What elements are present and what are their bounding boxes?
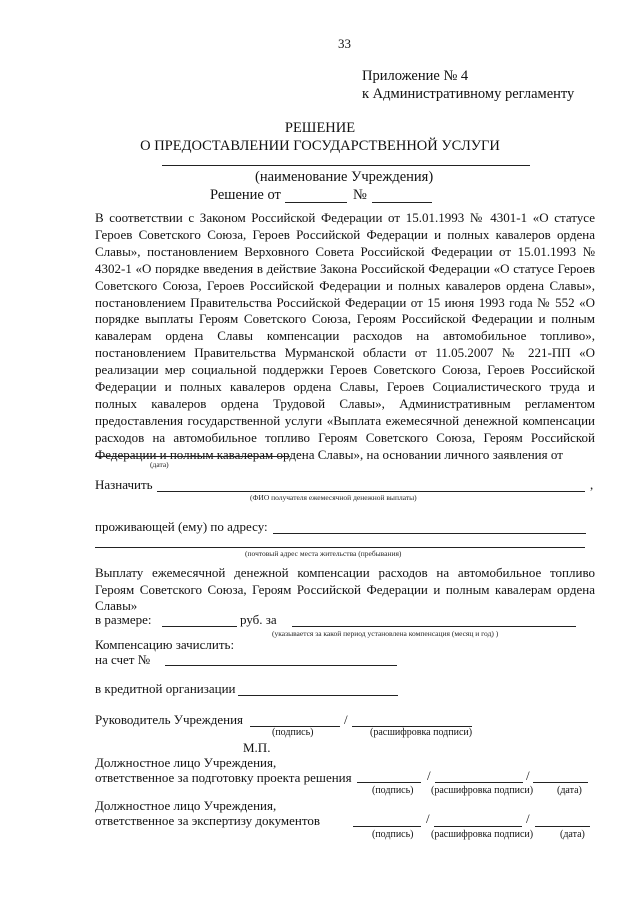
address-label: проживающей (ему) по адресу: — [95, 519, 268, 534]
title-line-2: О ПРЕДОСТАВЛЕНИИ ГОСУДАРСТВЕННОЙ УСЛУГИ — [140, 138, 500, 154]
payment-text: Выплату ежемесячной денежной компенсации расходов на автомобильное топливо Героям Советского Союза, Героям Российской Федерации и полным кавалерам ордена Славы» — [95, 565, 595, 613]
address-line-1[interactable] — [273, 533, 586, 534]
official1-sign-caption: (подпись) — [372, 785, 414, 796]
official1-line-2: ответственное за подготовку проекта решения — [95, 770, 352, 785]
official2-decode-caption: (расшифровка подписи) — [431, 829, 534, 840]
decision-date-line[interactable] — [285, 202, 347, 203]
official2-date-caption: (дата) — [560, 829, 585, 840]
bank-label: в кредитной организации — [95, 681, 236, 696]
official2-slash-1: / — [426, 811, 430, 826]
institution-caption: (наименование Учреждения) — [255, 169, 434, 185]
application-date-line[interactable] — [95, 456, 290, 457]
official2-sign-line[interactable] — [353, 826, 421, 827]
decision-number-line[interactable] — [372, 202, 432, 203]
appendix-line-1: Приложение № 4 — [362, 68, 469, 84]
official2-line-2: ответственное за экспертизу документов — [95, 813, 321, 828]
official1-date-line[interactable] — [533, 782, 588, 783]
recipient-caption: (ФИО получателя ежемесячной денежной выплаты) — [250, 493, 417, 502]
decision-from-label: Решение от — [210, 187, 281, 203]
amount-line[interactable] — [162, 626, 237, 627]
period-caption: (указывается за какой период установлена компенсация (месяц и год) ) — [272, 629, 499, 638]
head-sign-caption: (подпись) — [272, 727, 314, 738]
official2-slash-2: / — [526, 811, 530, 826]
account-label: на счет № — [95, 652, 151, 667]
official1-line-1: Должностное лицо Учреждения, — [95, 755, 277, 770]
assign-comma: , — [590, 477, 594, 492]
rub-label: руб. за — [240, 612, 277, 627]
main-paragraph: В соответствии с Законом Российской Федерации от 15.01.1993 № 4301-1 «О статусе Героев Советского Союза, Героев Российской Федерации и полных кавалеров ордена Славы», постановлением Верховного Совета Российской Федерации от 15.01.1993 № 4302-1 «О порядке введения в действие Закона Российской Федерации «О статусе Героев Советского Союза, Героев Российской Федерации и полных кавалеров ордена Славы», постановлением Правительства Российской Федерации от 15 июня 1993 года № 552 «О порядке выплаты Героям Советского Союза, Героям Российской Федерации и полным кавалерам ордена Славы компенсации расходов на автомобильное топливо», постановлением Правительства Мурманской области от 11.05.2007 № 221-ПП «О реализации мер социальной поддержки Героев Советского Союза, Героев Российской Федерации и полных кавалеров ордена Славы, Героев Социалистического труда и полных кавалеров ордена Трудовой Славы», Административным регламентом предоставления государственной услуги «Выплата ежемесячной денежной компенсации расходов на автомобильное топливо Героям Советского Союза, Героям Российской Федерации и полным кавалерам ордена Славы», на основании личного заявления от — [95, 210, 595, 462]
official1-slash-1: / — [427, 768, 431, 783]
title-line-1: РЕШЕНИЕ — [284, 120, 356, 136]
date-caption: (дата) — [150, 460, 169, 469]
decision-number-label: № — [353, 187, 367, 203]
address-line-2[interactable] — [95, 547, 585, 548]
institution-name-line[interactable] — [162, 165, 530, 166]
recipient-name-line[interactable] — [157, 491, 585, 492]
address-caption: (почтовый адрес места жительства (пребывания) — [245, 549, 402, 558]
account-line[interactable] — [165, 665, 397, 666]
period-line[interactable] — [292, 626, 576, 627]
head-label: Руководитель Учреждения — [95, 712, 244, 727]
official2-line-1: Должностное лицо Учреждения, — [95, 798, 277, 813]
credit-label: Компенсацию зачислить: — [95, 637, 235, 652]
amount-label: в размере: — [95, 612, 152, 627]
page-number: 33 — [338, 36, 351, 51]
bank-line[interactable] — [238, 695, 398, 696]
stamp-label: М.П. — [243, 740, 271, 755]
head-decode-caption: (расшифровка подписи) — [370, 727, 473, 738]
official1-sign-line[interactable] — [357, 782, 421, 783]
official2-sign-caption: (подпись) — [372, 829, 414, 840]
official1-decode-line[interactable] — [435, 782, 523, 783]
assign-label: Назначить — [95, 477, 153, 492]
official1-decode-caption: (расшифровка подписи) — [431, 785, 534, 796]
official1-slash-2: / — [526, 768, 530, 783]
official1-date-caption: (дата) — [557, 785, 582, 796]
appendix-line-2: к Административному регламенту — [362, 86, 575, 102]
official2-date-line[interactable] — [535, 826, 590, 827]
official2-decode-line[interactable] — [434, 826, 522, 827]
head-slash: / — [344, 712, 348, 727]
